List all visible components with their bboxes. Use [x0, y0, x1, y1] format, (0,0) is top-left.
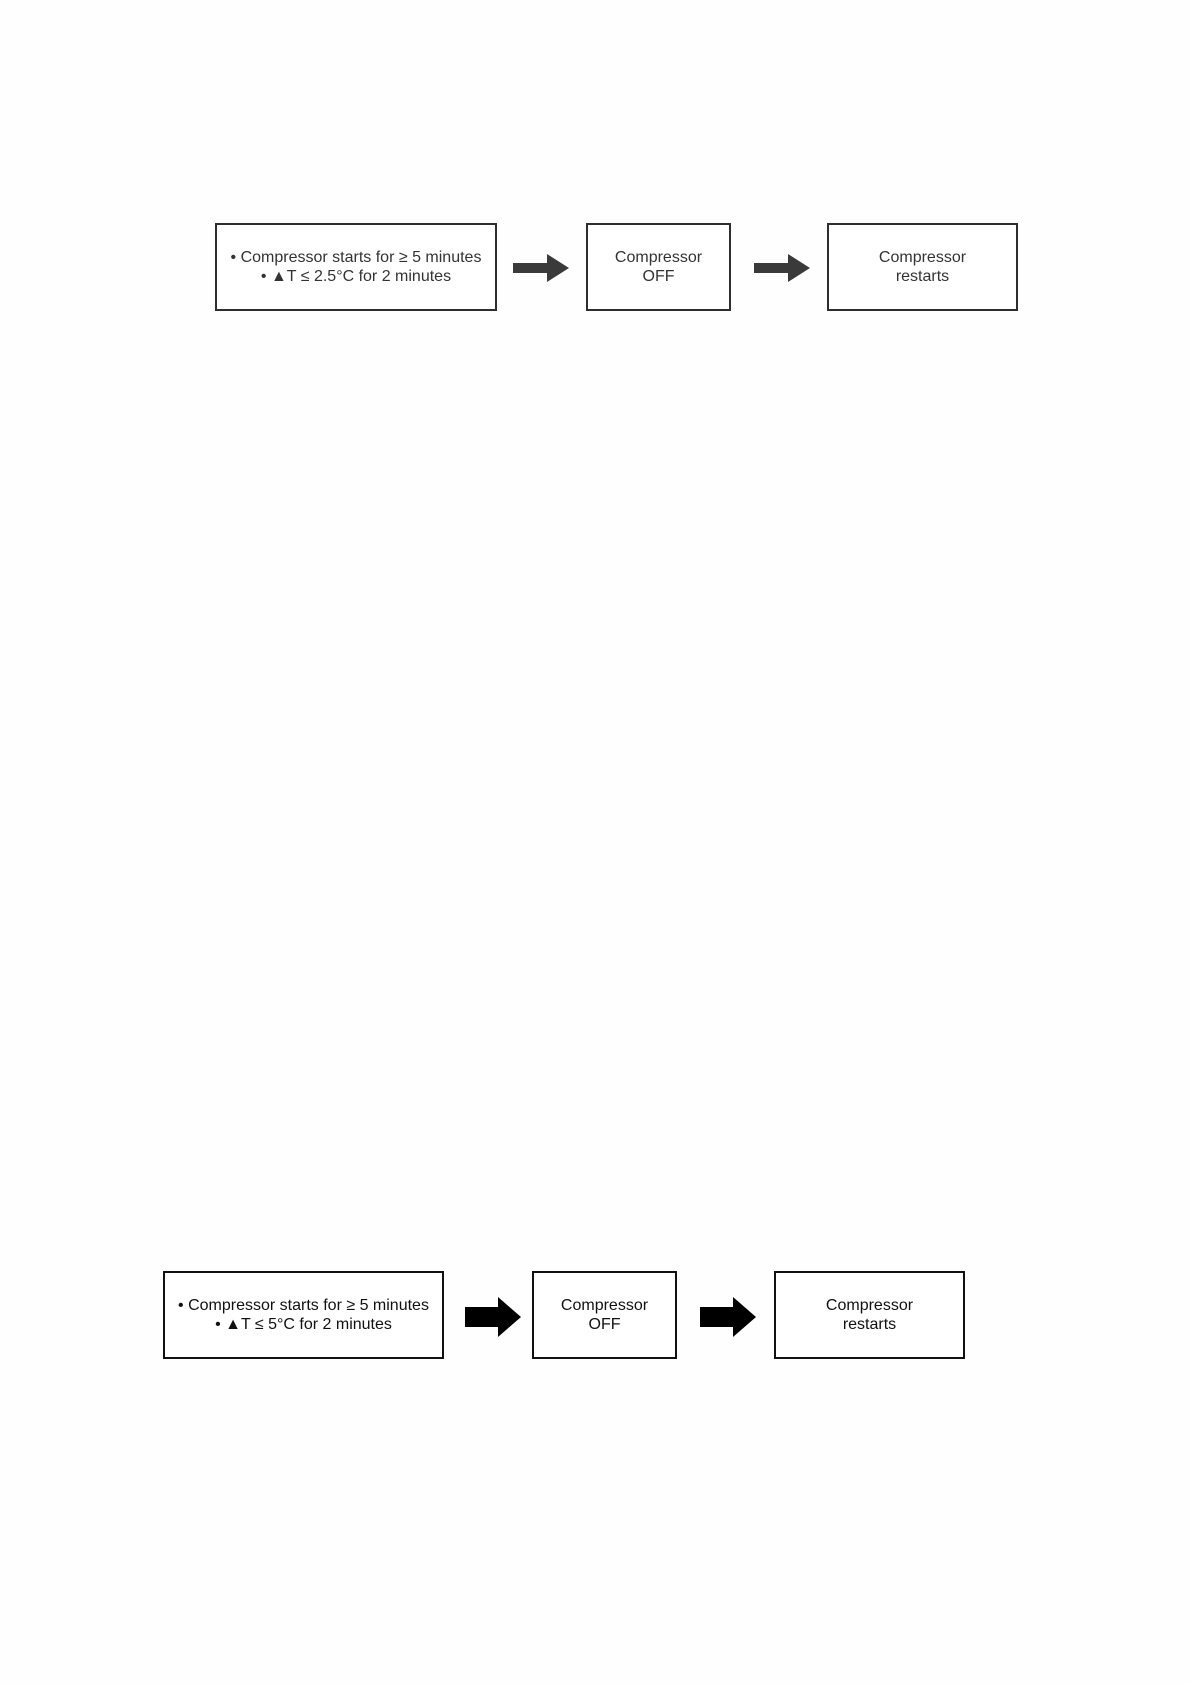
- right-arrow-icon: [465, 1297, 521, 1337]
- condition-line: • ▲T ≤ 2.5°C for 2 minutes: [260, 268, 452, 285]
- box-label: Compressor: [614, 249, 703, 266]
- condition-line: • Compressor starts for ≥ 5 minutes: [230, 249, 482, 266]
- box-label: OFF: [642, 268, 675, 285]
- box-label: Compressor: [560, 1297, 649, 1314]
- condition-line: • ▲T ≤ 5°C for 2 minutes: [215, 1316, 392, 1333]
- condition-box: [215, 223, 497, 311]
- condition-line: • Compressor starts for ≥ 5 minutes: [178, 1297, 429, 1314]
- condition-box: [163, 1271, 444, 1359]
- right-arrow-icon: [700, 1297, 756, 1337]
- box-label: Compressor: [825, 1297, 914, 1314]
- compressor-restarts-box: [774, 1271, 965, 1359]
- box-label: Compressor: [878, 249, 967, 266]
- compressor-restarts-box: [827, 223, 1018, 311]
- compressor-off-box: [532, 1271, 677, 1359]
- box-label: restarts: [895, 268, 950, 285]
- right-arrow-icon: [513, 254, 569, 282]
- compressor-off-box: [586, 223, 731, 311]
- box-label: OFF: [588, 1316, 621, 1333]
- right-arrow-icon: [754, 254, 810, 282]
- box-label: restarts: [842, 1316, 897, 1333]
